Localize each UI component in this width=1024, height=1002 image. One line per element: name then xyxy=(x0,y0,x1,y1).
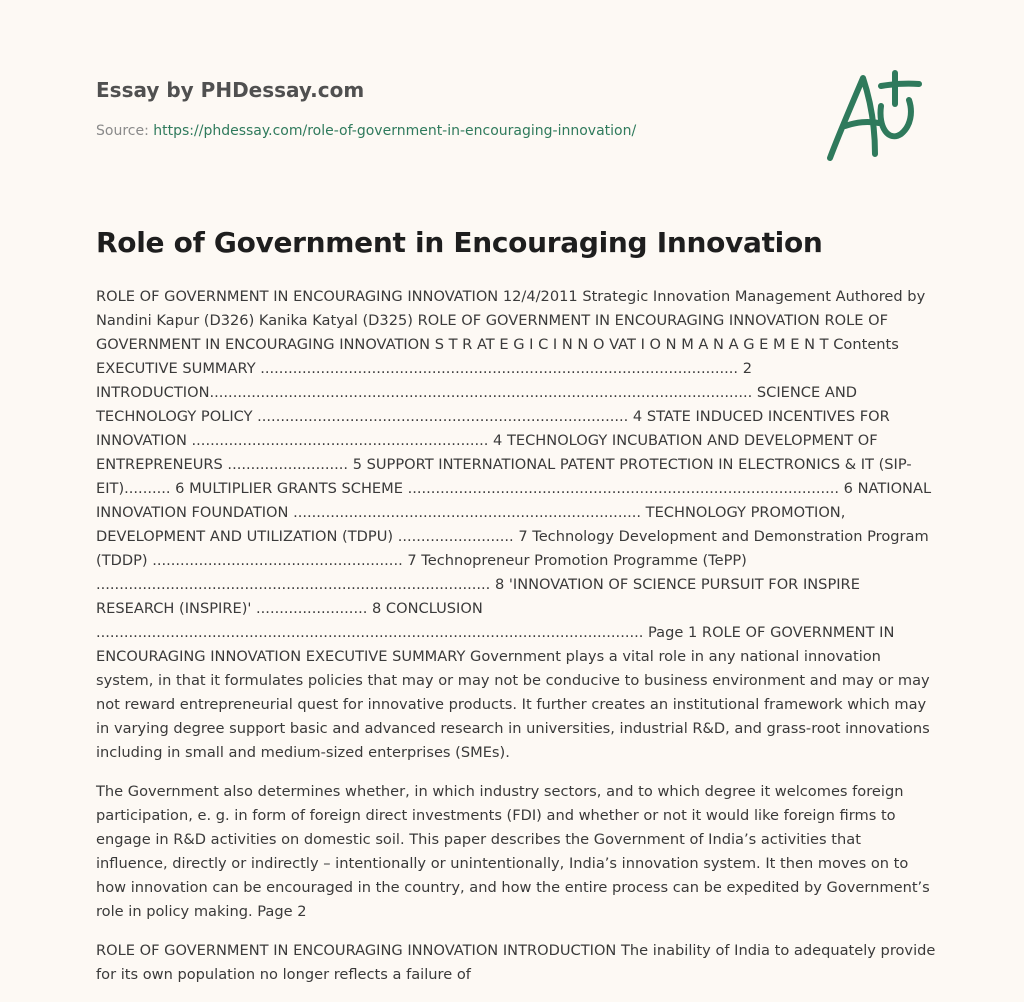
paragraph: ROLE OF GOVERNMENT IN ENCOURAGING INNOVATION INTRODUCTION The inability of India to adequately provide for its own population no longer reflects a failure of xyxy=(96,942,936,983)
paragraph: ROLE OF GOVERNMENT IN ENCOURAGING INNOVATION 12/4/2011 Strategic Innovation Management Authored by Nandini Kapur (D326) Kanika Katyal (D325) ROLE OF GOVERNMENT IN ENCOURAGING INNOVATION ROLE OF GOVERNMENT IN ENCOURAGING INNOVATION S T R AT E G I C I N N O VAT I O N M A N A G E M E N T Contents EXECUTIVE SUMMARY ....................................................................................................... 2 INTRODUCTION..................................................................................................................... SCIENCE AND TECHNOLOGY POLICY ................................................................................ 4 STATE INDUCED INCENTIVES FOR INNOVATION ................................................................ 4 TECHNOLOGY INCUBATION AND DEVELOPMENT OF ENTREPRENEURS .......................... 5 SUPPORT INTERNATIONAL PATENT PROTECTION IN ELECTRONICS & IT (SIP-EIT).......... 6 MULTIPLIER GRANTS SCHEME ............................................................................................. 6 NATIONAL INNOVATION FOUNDATION ........................................................................... TECHNOLOGY PROMOTION, DEVELOPMENT AND UTILIZATION (TDPU) ......................... 7 Technology Development and Demonstration Program (TDDP) ...................................................... 7 Technopreneur Promotion Programme (TePP) ..................................................................................... 8 'INNOVATION OF SCIENCE PURSUIT FOR INSPIRE RESEARCH (INSPIRE)' ........................ 8 CONCLUSION ...................................................................................................................... Page 1 ROLE OF GOVERNMENT IN ENCOURAGING INNOVATION EXECUTIVE SUMMARY Government plays a vital role in any national innovation system, in that it formulates policies that may or may not be conducive to business environment and may or may not reward entrepreneurial quest for innovative products. It further creates an institutional framework which may in varying degree support basic and advanced research in universities, industrial R&D, and grass-root innovations including in small and medium-sized enterprises (SMEs). xyxy=(96,288,932,761)
a-plus-logo-icon xyxy=(825,66,925,164)
source-label: Source: xyxy=(96,123,154,139)
source-line xyxy=(96,123,636,139)
essay-body xyxy=(96,285,936,1002)
paragraph: The Government also determines whether, in which industry sectors, and to which degree it welcomes foreign participation, e. g. in form of foreign direct investments (FDI) and whether or not it would like foreign firms to engage in R&D activities on domestic soil. This paper describes the Government of India’s activities that influence, directly or indirectly – intentionally or unintentionally, India’s innovation system. It then moves on to how innovation can be encouraged in the country, and how the entire process can be expedited by Government’s role in policy making. Page 2 xyxy=(96,783,930,920)
source-link[interactable]: https://phdessay.com/role-of-government-in-encouraging-innovation/ xyxy=(153,123,637,139)
essay-title: Role of Government in Encouraging Innovation xyxy=(96,226,823,259)
site-title: Essay by PHDessay.com xyxy=(96,78,365,102)
